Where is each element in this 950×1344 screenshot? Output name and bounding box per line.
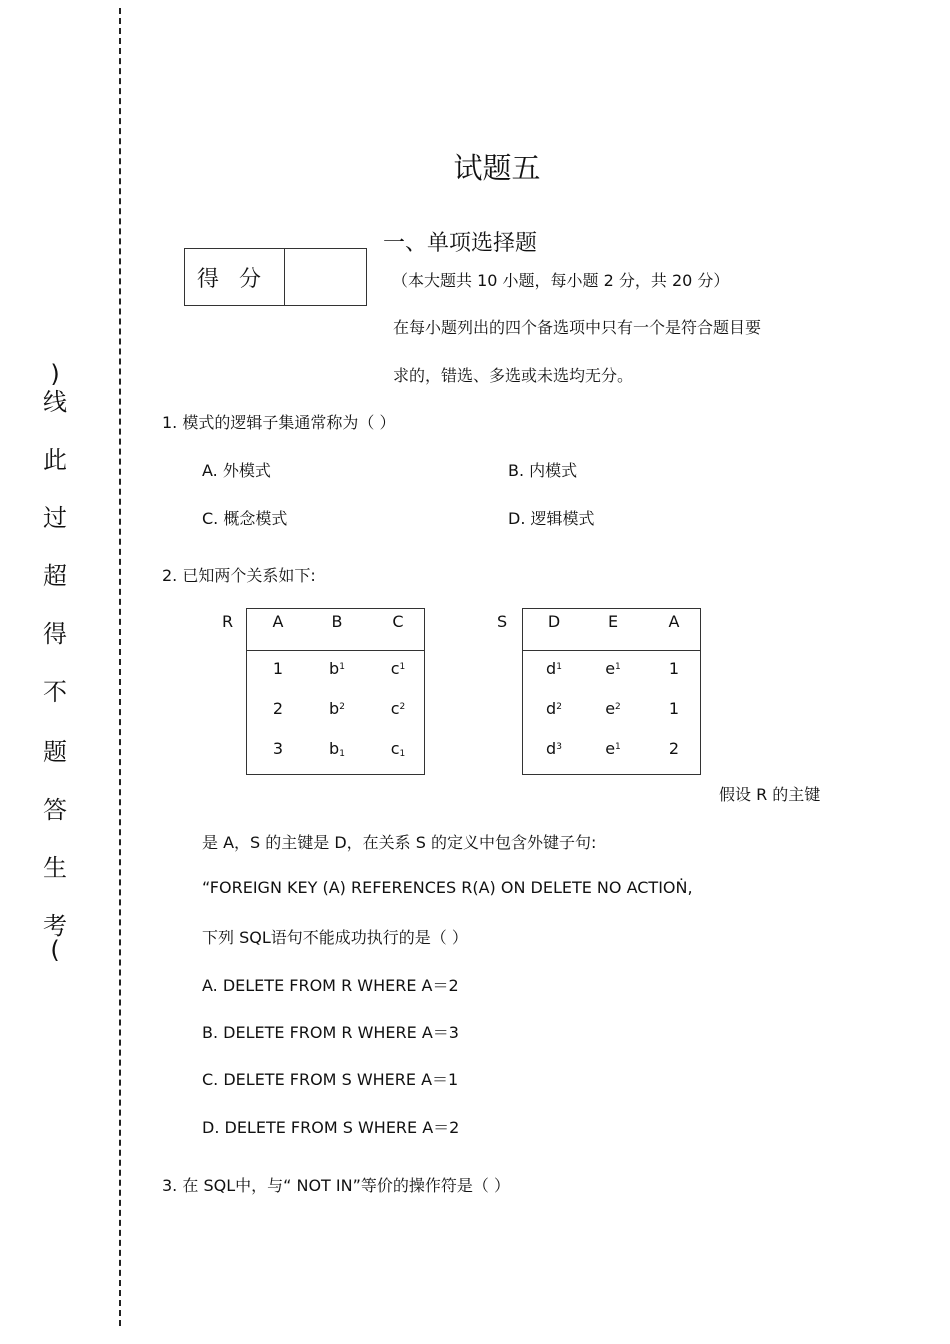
relation-s-cell-text: d bbox=[546, 659, 557, 678]
relation-r-cell-text: c bbox=[390, 699, 400, 718]
instruction-line: （本大题共 10 小题，每小题 2 分，共 20 分） bbox=[392, 271, 730, 290]
relation-r-cell bbox=[391, 699, 406, 718]
relation-r-header-cell: B bbox=[331, 612, 343, 631]
option: B. 内模式 bbox=[508, 461, 578, 480]
relation-r-cell-superscript: 1 bbox=[399, 662, 406, 672]
sidebar-char: 得 bbox=[43, 620, 67, 648]
option: D. 逻辑模式 bbox=[508, 509, 595, 528]
option: A. DELETE FROM R WHERE A＝2 bbox=[202, 976, 459, 995]
relation-r-table bbox=[246, 608, 425, 775]
relation-r-cell-subscript: 1 bbox=[399, 749, 406, 759]
section-heading: 一、单项选择题 bbox=[383, 231, 538, 256]
relation-s-cell bbox=[605, 739, 621, 758]
relation-s-cell-text: d bbox=[546, 699, 557, 718]
page-title: 试题五 bbox=[453, 151, 541, 185]
relation-r-cell-text: 3 bbox=[272, 739, 284, 758]
relation-s-cell bbox=[546, 659, 562, 678]
option: C. DELETE FROM S WHERE A＝1 bbox=[202, 1070, 459, 1089]
relation-r-header-cell: C bbox=[392, 612, 404, 631]
relation-r-cell-text: b bbox=[329, 659, 340, 678]
relation-r-cell-text: b bbox=[329, 739, 340, 758]
sidebar-open-paren: ) bbox=[50, 360, 60, 388]
relation-r-name: R bbox=[222, 612, 234, 631]
sidebar-char: 线 bbox=[43, 388, 67, 416]
relation-s-cell-superscript: 1 bbox=[615, 662, 621, 672]
relation-s-cell-superscript: 1 bbox=[615, 742, 621, 752]
sidebar-char: 不 bbox=[43, 678, 67, 706]
sidebar-char: 生 bbox=[43, 854, 67, 882]
relation-s-cell-text: e bbox=[605, 699, 616, 718]
sidebar-char: 此 bbox=[43, 446, 67, 474]
sidebar-char: 考 bbox=[43, 912, 67, 940]
relation-r-cell-text: 1 bbox=[272, 659, 284, 678]
relation-r-cell bbox=[391, 659, 406, 678]
question-text: 是 A，S 的主键是 D，在关系 S 的定义中包含外键子句: bbox=[202, 833, 597, 852]
sidebar-char: 题 bbox=[43, 738, 67, 766]
relation-s-cell bbox=[669, 739, 679, 758]
relation-s-cell-text: e bbox=[605, 739, 616, 758]
relation-s-cell-superscript: 2 bbox=[615, 702, 621, 712]
relation-r-cell-superscript: 2 bbox=[399, 702, 406, 712]
question-stem: 1. 模式的逻辑子集通常称为（ ） bbox=[162, 413, 396, 432]
relation-s-cell bbox=[546, 699, 562, 718]
relation-r-cell-superscript: 1 bbox=[339, 662, 345, 672]
relation-s-cell-text: 1 bbox=[668, 659, 680, 678]
question-stem: 3. 在 SQL中，与“ NOT IN”等价的操作符是（ ） bbox=[162, 1176, 510, 1195]
question-stem: 2. 已知两个关系如下: bbox=[162, 566, 316, 585]
option: B. DELETE FROM R WHERE A＝3 bbox=[202, 1023, 459, 1042]
relation-r-cell-subscript: 1 bbox=[339, 749, 345, 759]
relation-s-cell-text: 2 bbox=[668, 739, 680, 758]
sidebar-char: 过 bbox=[43, 504, 67, 532]
option: C. 概念模式 bbox=[202, 509, 288, 528]
relation-s-header-cell: A bbox=[668, 612, 680, 631]
option: D. DELETE FROM S WHERE A＝2 bbox=[202, 1118, 460, 1137]
relation-s-cell bbox=[669, 659, 679, 678]
relation-s-header-cell: E bbox=[607, 612, 619, 631]
relation-r-cell bbox=[329, 699, 345, 718]
score-box bbox=[184, 248, 367, 306]
relation-s-cell-superscript: 1 bbox=[556, 662, 562, 672]
question-text: 假设 R 的主键 bbox=[719, 785, 821, 804]
score-value-cell bbox=[285, 249, 366, 305]
relation-s-header-cell: D bbox=[547, 612, 561, 631]
score-label: 得分 bbox=[185, 249, 285, 305]
relation-r-cell-superscript: 2 bbox=[339, 702, 345, 712]
relation-r-cell-text: c bbox=[390, 659, 400, 678]
question-text: 下列 SQL语句不能成功执行的是（ ） bbox=[202, 928, 468, 947]
relation-r-cell bbox=[391, 739, 406, 759]
relation-r-cell bbox=[273, 659, 283, 678]
relation-s-cell-text: e bbox=[605, 659, 616, 678]
option: A. 外模式 bbox=[202, 461, 271, 480]
sidebar-close-paren: ( bbox=[50, 936, 60, 964]
relation-s-cell bbox=[605, 699, 621, 718]
instruction-line: 求的，错选、多选或未选均无分。 bbox=[393, 366, 634, 385]
instruction-line: 在每小题列出的四个备选项中只有一个是符合题目要 bbox=[393, 318, 762, 337]
relation-s-name: S bbox=[497, 612, 508, 631]
relation-s-cell-text: d bbox=[546, 739, 557, 758]
relation-r-cell-text: 2 bbox=[272, 699, 284, 718]
relation-s-cell-text: 1 bbox=[668, 699, 680, 718]
relation-s-cell-superscript: 3 bbox=[556, 742, 562, 752]
relation-s-cell bbox=[669, 699, 679, 718]
relation-r-cell bbox=[329, 739, 345, 759]
relation-r-cell-text: b bbox=[329, 699, 340, 718]
cut-line bbox=[119, 8, 121, 1326]
question-text: “FOREIGN KEY (A) REFERENCES R(A) ON DELETE NO ACTIOṄ, bbox=[202, 878, 693, 897]
relation-s-cell bbox=[546, 739, 562, 758]
relation-s-table bbox=[522, 608, 701, 775]
relation-s-cell bbox=[605, 659, 621, 678]
relation-r-cell bbox=[273, 699, 283, 718]
relation-r-header-cell: A bbox=[272, 612, 284, 631]
sidebar-char: 超 bbox=[43, 562, 67, 590]
relation-s-cell-superscript: 2 bbox=[556, 702, 562, 712]
relation-r-cell bbox=[329, 659, 345, 678]
relation-r-cell-text: c bbox=[390, 739, 400, 758]
relation-r-cell bbox=[273, 739, 283, 758]
sidebar-char: 答 bbox=[43, 796, 67, 824]
